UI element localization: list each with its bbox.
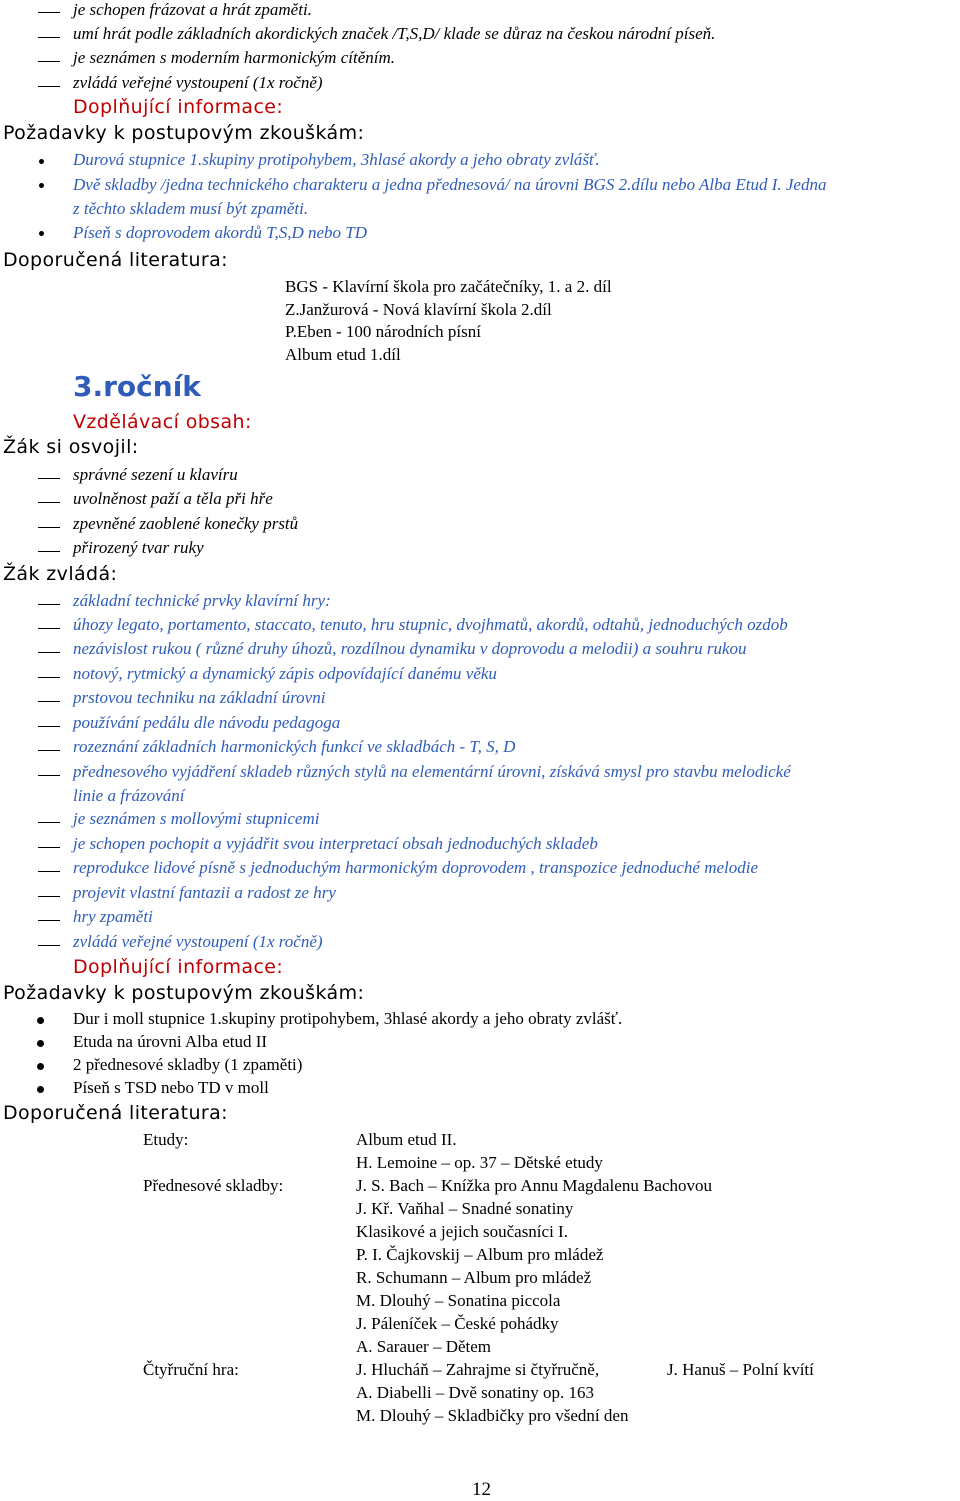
list-item: zpevněné zaoblené konečky prstů xyxy=(73,514,299,533)
requirement-item: Píseň s TSD nebo TD v moll xyxy=(73,1078,269,1097)
grade-heading: 3.ročník xyxy=(73,370,201,403)
dot-bullet xyxy=(37,1063,44,1070)
dash-bullet xyxy=(38,527,60,528)
dot-bullet xyxy=(39,183,44,188)
dash-bullet xyxy=(38,847,60,848)
page-number: 12 xyxy=(472,1479,491,1500)
list-item: přirozený tvar ruky xyxy=(73,538,204,557)
requirement-item: Dvě skladby /jedna technického charakteru a jedna přednesová/ na úrovni BGS 2.dílu nebo Alba Etud I. Jedna xyxy=(73,175,827,194)
skill-item: základní technické prvky klavírní hry: xyxy=(73,591,331,610)
book-item: BGS - Klavírní škola pro začátečníky, 1. a 2. díl xyxy=(285,277,612,296)
book-item: P.Eben - 100 národních písní xyxy=(285,322,481,341)
literatura-heading: Doporučená literatura: xyxy=(3,1102,228,1124)
book-item: J. Hanuš – Polní kvítí xyxy=(667,1360,814,1379)
pozadavky-heading: Požadavky k postupovým zkouškám: xyxy=(3,122,365,144)
skill-item: hry zpaměti xyxy=(73,907,153,926)
book-item: M. Dlouhý – Sonatina piccola xyxy=(356,1291,561,1310)
book-item: J. Kř. Vaňhal – Snadné sonatiny xyxy=(356,1199,574,1218)
book-item: R. Schumann – Album pro mládež xyxy=(356,1268,592,1287)
requirement-item: 2 přednesové skladby (1 zpaměti) xyxy=(73,1055,303,1074)
skill-item: používání pedálu dle návodu pedagoga xyxy=(73,713,341,732)
dash-bullet xyxy=(38,37,60,38)
dot-bullet xyxy=(37,1040,44,1047)
dash-bullet xyxy=(38,604,60,605)
book-item: Album etud II. xyxy=(356,1130,457,1149)
requirement-item: Durová stupnice 1.skupiny protipohybem, 3hlasé akordy a jeho obraty zvlášť. xyxy=(73,150,600,169)
skill-item: přednesového vyjádření skladeb různých stylů na elementární úrovni, získává smysl pro stavbu melodické xyxy=(73,762,791,781)
osvojil-heading: Žák si osvojil: xyxy=(3,436,139,458)
book-item: J. S. Bach – Knížka pro Annu Magdalenu Bachovou xyxy=(356,1176,712,1195)
book-item: J. Hlucháň – Zahrajme si čtyřručně, xyxy=(356,1360,600,1379)
requirement-item: Dur i moll stupnice 1.skupiny protipohybem, 3hlasé akordy a jeho obraty zvlášť. xyxy=(73,1009,623,1028)
skill-item: je seznámen s mollovými stupnicemi xyxy=(73,809,320,828)
requirement-item: Píseň s doprovodem akordů T,S,D nebo TD xyxy=(73,223,368,242)
dash-bullet xyxy=(38,677,60,678)
dash-bullet xyxy=(38,945,60,946)
list-item: zvládá veřejné vystoupení (1x ročně) xyxy=(73,73,323,92)
list-item: správné sezení u klavíru xyxy=(73,465,238,484)
book-item: H. Lemoine – op. 37 – Dětské etudy xyxy=(356,1153,603,1172)
book-item: Klasikové a jejich současníci I. xyxy=(356,1222,568,1241)
dot-bullet xyxy=(37,1017,44,1024)
dot-bullet xyxy=(37,1086,44,1093)
dash-bullet xyxy=(38,701,60,702)
dash-bullet xyxy=(38,502,60,503)
zvlada-heading: Žák zvládá: xyxy=(3,563,118,585)
dash-bullet xyxy=(38,61,60,62)
skill-item: úhozy legato, portamento, staccato, tenuto, hru stupnic, dvojhmatů, akordů, odtahů, jednoduchých ozdob xyxy=(73,615,788,634)
skill-item: notový, rytmický a dynamický zápis odpovídající danému věku xyxy=(73,664,497,683)
dash-bullet xyxy=(38,628,60,629)
dash-bullet xyxy=(38,86,60,87)
vzdelavaci-heading: Vzdělávací obsah: xyxy=(73,411,252,433)
list-item: umí hrát podle základních akordických značek /T,S,D/ klade se důraz na českou národní píseň. xyxy=(73,24,716,43)
requirement-item: Etuda na úrovni Alba etud II xyxy=(73,1032,268,1051)
dash-bullet xyxy=(38,920,60,921)
book-item: Z.Janžurová - Nová klavírní škola 2.díl xyxy=(285,300,552,319)
skill-item: nezávislost rukou ( různé druhy úhozů, rozdílnou dynamiku v doprovodu a melodii) a souhru rukou xyxy=(73,639,747,658)
dash-bullet xyxy=(38,750,60,751)
skill-item: zvládá veřejné vystoupení (1x ročně) xyxy=(73,932,323,951)
dash-bullet xyxy=(38,652,60,653)
dash-bullet xyxy=(38,822,60,823)
ctyrrucni-label: Čtyřruční hra: xyxy=(143,1360,239,1379)
dash-bullet xyxy=(38,871,60,872)
skill-item: projevit vlastní fantazii a radost ze hry xyxy=(73,883,336,902)
skill-item-continued: linie a frázování xyxy=(73,786,185,805)
etudy-label: Etudy: xyxy=(143,1130,189,1149)
requirement-item-continued: z těchto skladem musí být zpaměti. xyxy=(73,199,309,218)
prednesove-label: Přednesové skladby: xyxy=(143,1176,284,1195)
book-item: M. Dlouhý – Skladbičky pro všední den xyxy=(356,1406,629,1425)
pozadavky-heading: Požadavky k postupovým zkouškám: xyxy=(3,982,365,1004)
dash-bullet xyxy=(38,478,60,479)
doplnujici-heading: Doplňující informace: xyxy=(73,96,284,118)
book-item: P. I. Čajkovskij – Album pro mládež xyxy=(356,1245,604,1264)
skill-item: je schopen pochopit a vyjádřit svou interpretací obsah jednoduchých skladeb xyxy=(73,834,598,853)
list-item: je schopen frázovat a hrát zpaměti. xyxy=(73,0,312,19)
book-item: A. Diabelli – Dvě sonatiny op. 163 xyxy=(356,1383,594,1402)
dash-bullet xyxy=(38,12,60,13)
book-item: A. Sarauer – Dětem xyxy=(356,1337,492,1356)
skill-item: prstovou techniku na základní úrovni xyxy=(73,688,326,707)
book-item: Album etud 1.díl xyxy=(285,345,401,364)
dash-bullet xyxy=(38,775,60,776)
dot-bullet xyxy=(39,159,44,164)
dash-bullet xyxy=(38,551,60,552)
skill-item: rozeznání základních harmonických funkcí ve skladbách - T, S, D xyxy=(73,737,516,756)
dash-bullet xyxy=(38,896,60,897)
dash-bullet xyxy=(38,726,60,727)
list-item: uvolněnost paží a těla při hře xyxy=(73,489,273,508)
literatura-heading: Doporučená literatura: xyxy=(3,249,228,271)
skill-item: reprodukce lidové písně s jednoduchým harmonickým doprovodem , transpozice jednoduché melodie xyxy=(73,858,759,877)
dot-bullet xyxy=(39,231,44,236)
book-item: J. Páleníček – České pohádky xyxy=(356,1314,559,1333)
list-item: je seznámen s moderním harmonickým cítěním. xyxy=(73,48,395,67)
doplnujici-heading: Doplňující informace: xyxy=(73,956,284,978)
